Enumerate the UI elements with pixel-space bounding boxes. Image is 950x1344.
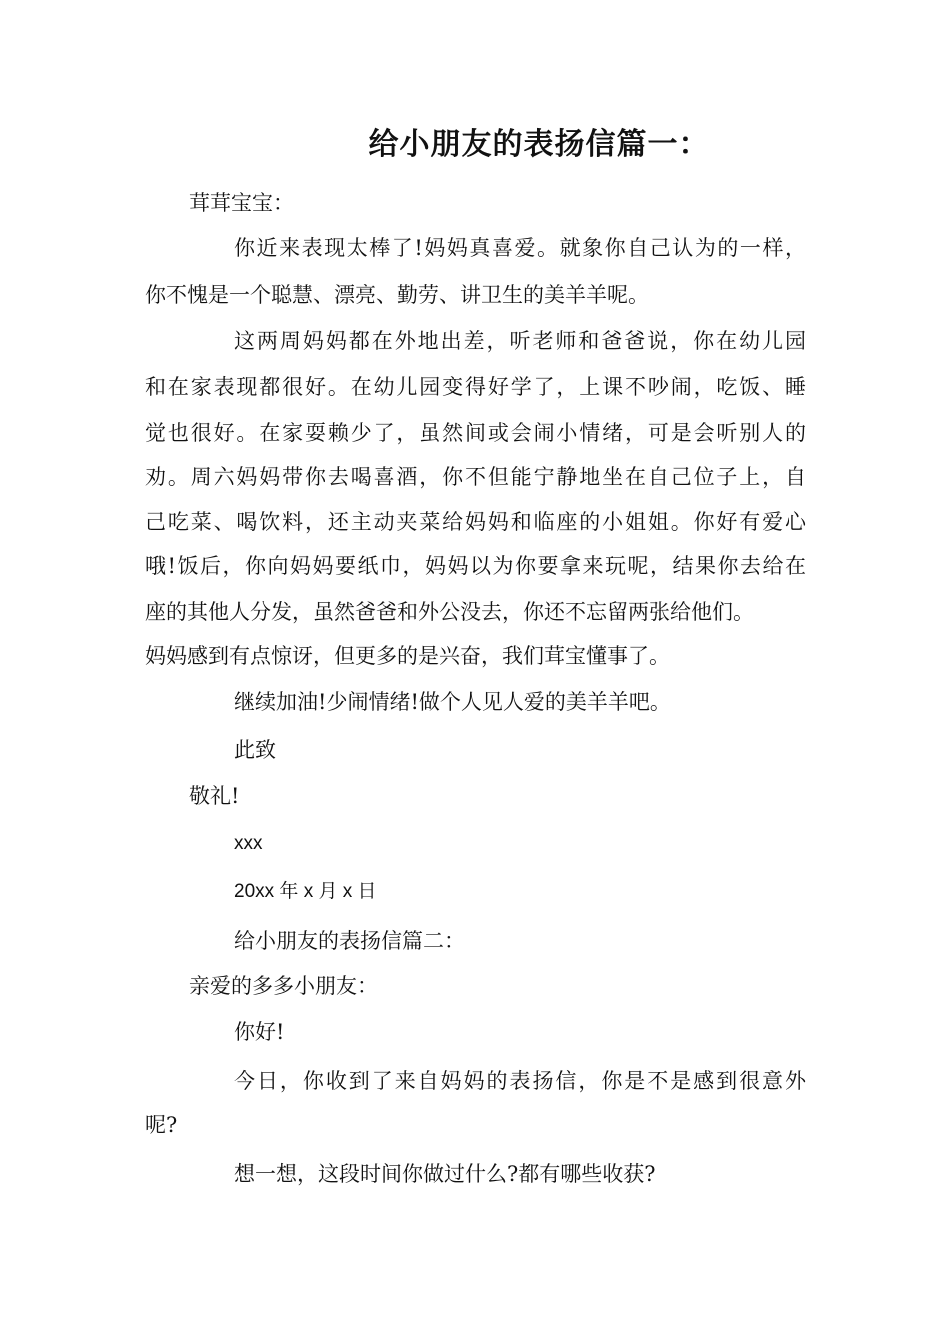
section-title-2: 给小朋友的表扬信篇二：	[234, 929, 465, 953]
para3: 继续加油!少闹情绪!做个人见人爱的美羊羊吧。	[234, 690, 671, 714]
greeting: 茸茸宝宝：	[189, 191, 294, 215]
para2-line5: 己吃菜、喝饮料，还主动夹菜给妈妈和临座的小姐姐。你好有爱心	[145, 510, 806, 534]
para4-line2: 呢?	[145, 1113, 178, 1137]
signature: xxx	[234, 833, 263, 854]
para2-line8: 妈妈感到有点惊讶，但更多的是兴奋，我们茸宝懂事了。	[145, 644, 670, 668]
para2-line3: 觉也很好。在家耍赖少了，虽然间或会闹小情绪，可是会听别人的	[145, 421, 806, 445]
para1-line2: 你不愧是一个聪慧、漂亮、勤劳、讲卫生的美羊羊呢。	[145, 283, 649, 307]
closing-line2: 敬礼!	[189, 784, 240, 808]
hello-line: 你好!	[234, 1020, 285, 1044]
para2-line7: 座的其他人分发，虽然爸爸和外公没去，你还不忘留两张给他们。	[145, 600, 754, 624]
para2-line6: 哦!饭后，你向妈妈要纸巾，妈妈以为你要拿来玩呢，结果你去给在	[145, 554, 806, 578]
letter-title: 给小朋友的表扬信篇一：	[368, 127, 710, 162]
para1-line1: 你近来表现太棒了!妈妈真喜爱。就象你自己认为的一样，	[234, 236, 806, 260]
para2-line4: 劝。周六妈妈带你去喝喜酒，你不但能宁静地坐在自己位子上，自	[145, 465, 806, 489]
para2-line1: 这两周妈妈都在外地出差，听老师和爸爸说，你在幼儿园	[234, 329, 806, 353]
para5: 想一想，这段时间你做过什么?都有哪些收获?	[234, 1162, 656, 1186]
date: 20xx 年 x 月 x 日	[234, 881, 377, 902]
para4-line1: 今日，你收到了来自妈妈的表扬信，你是不是感到很意外	[234, 1069, 806, 1093]
closing-line1: 此致	[234, 738, 276, 762]
greeting-2: 亲爱的多多小朋友：	[189, 974, 378, 998]
para2-line2: 和在家表现都很好。在幼儿园变得好学了，上课不吵闹，吃饭、睡	[145, 375, 806, 399]
